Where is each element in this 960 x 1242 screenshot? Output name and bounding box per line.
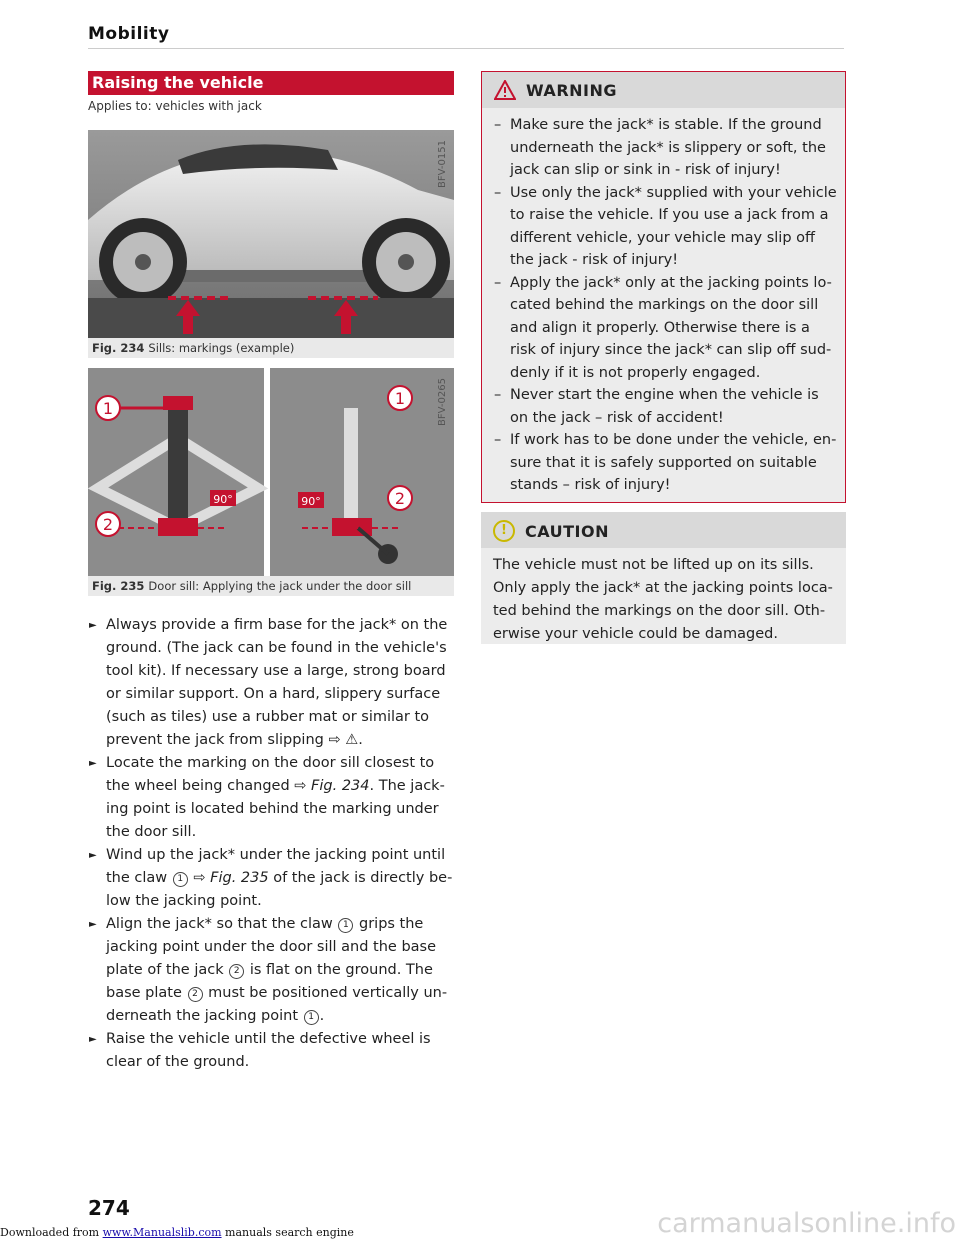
- instruction-steps: [88, 614, 458, 1074]
- step-text: Raise the vehicle until the defective wheel is clear of the ground.: [106, 1031, 431, 1070]
- step-item: [88, 752, 458, 844]
- step-text: .: [319, 1008, 325, 1024]
- warning-item-text: Use only the jack* supplied with your vehicle to raise the vehicle. If you use a jack from a different vehicle, your vehicle may slip off the jack - risk of injury!: [510, 184, 837, 268]
- step-item: [88, 614, 458, 752]
- step-bullet-icon: ►: [89, 919, 97, 930]
- step-bullet-icon: ►: [89, 758, 97, 769]
- warning-item-text: Apply the jack* only at the jacking points lo-cated behind the markings on the door sill and align it properly. Otherwise there is a risk of injury since the jack* can slip off sud-denly if it is not properly engaged.: [510, 274, 832, 381]
- step-bullet-icon: ►: [89, 1034, 97, 1045]
- page-number: 274: [88, 1196, 130, 1220]
- step-text: Wind up the jack* under the jacking point until the claw: [106, 847, 446, 886]
- step-item: [88, 913, 458, 1028]
- step-text: . The jack-ing point is located behind the marking under the door sill.: [106, 778, 445, 840]
- warning-item-text: Make sure the jack* is stable. If the ground underneath the jack* is slippery or soft, the jack can slip or sink in - risk of injury!: [510, 117, 826, 178]
- figure-caption: [88, 338, 454, 358]
- watermark: carmanualsonline.info: [657, 1208, 956, 1239]
- callout-ref-icon: 1: [304, 1010, 319, 1025]
- jack-illustration: [88, 368, 454, 576]
- figure-caption: [88, 576, 454, 596]
- figure-reference: Fig. 234: [311, 778, 370, 794]
- step-bullet-icon: ►: [89, 850, 97, 861]
- angle-label-right: 90°: [301, 495, 321, 508]
- step-item: [88, 1028, 458, 1074]
- step-text: Locate the marking on the door sill closest to the wheel being changed ⇨: [106, 755, 435, 794]
- warning-item-text: If work has to be done under the vehicle, en-sure that it is safely supported on suitable stands – risk of injury!: [510, 432, 837, 493]
- callout-ref-icon: 1: [173, 872, 188, 887]
- figure-caption-text: Sills: markings (example): [148, 341, 295, 355]
- callout-1-left: 1: [102, 399, 114, 418]
- step-text: of the jack is directly be-low the jacking point.: [106, 870, 453, 909]
- step-text: Align the jack* so that the claw: [106, 916, 338, 932]
- header-divider: [88, 48, 844, 49]
- figure-code: BFV-0151: [437, 140, 448, 188]
- callout-ref-icon: 2: [229, 964, 244, 979]
- callout-2-left: 2: [102, 515, 114, 534]
- figure-235: [88, 368, 454, 596]
- callout-ref-icon: 2: [188, 987, 203, 1002]
- callout-ref-icon: 1: [338, 918, 353, 933]
- warning-header: [482, 72, 845, 108]
- caution-text: The vehicle must not be lifted up on its sills. Only apply the jack* at the jacking points loca-ted behind the markings on the door sill. Oth-erwise your vehicle could be damaged.: [493, 557, 833, 642]
- figure-caption-text: Door sill: Applying the jack under the door sill: [148, 579, 412, 593]
- callout-2-right: 2: [394, 489, 406, 508]
- angle-label-left: 90°: [213, 493, 233, 506]
- warning-box: [481, 71, 846, 503]
- figure-reference: Fig. 235: [210, 870, 269, 886]
- caution-title: CAUTION: [525, 522, 609, 541]
- step-bullet-icon: ►: [89, 620, 97, 631]
- warning-item: – Apply the jack* only at the jacking points lo-cated behind the markings on the door sill and align it properly. Otherwise there is a risk of injury since the jack* can slip off sud-denly if it is not properly engaged.: [494, 274, 832, 381]
- figure-number: Fig. 234: [92, 341, 145, 355]
- caution-box: [481, 512, 846, 644]
- step-item: [88, 844, 458, 913]
- download-footer: [0, 1226, 354, 1239]
- step-text: grips the jacking point under the door sill and the base plate of the jack: [106, 916, 437, 978]
- callout-1-right: 1: [394, 389, 406, 408]
- step-text: Always provide a firm base for the jack* on the ground. (The jack can be found in the vehicle's tool kit). If necessary use a large, strong board or similar support. On a hard, slippery surface (such as tiles) use a rubber mat or similar to prevent the jack from slipping ⇨ ⚠.: [106, 617, 448, 748]
- figure-code: BFV-0265: [437, 378, 448, 426]
- footer-prefix: Downloaded from: [0, 1226, 103, 1239]
- warning-triangle-icon: [494, 80, 516, 100]
- page-header-title: Mobility: [88, 24, 170, 44]
- warning-title: WARNING: [526, 81, 617, 100]
- figure-234: [88, 130, 454, 358]
- warning-list: [494, 114, 839, 497]
- car-sill-illustration: [88, 130, 454, 338]
- caution-exclamation-icon: !: [493, 520, 515, 542]
- warning-item: – If work has to be done under the vehicle, en-sure that it is safely supported on suitable stands – risk of injury!: [494, 432, 837, 493]
- section-title: Raising the vehicle: [88, 71, 454, 95]
- warning-item: – Make sure the jack* is stable. If the ground underneath the jack* is slippery or soft, the jack can slip or sink in - risk of injury!: [494, 117, 826, 178]
- manualslib-link[interactable]: www.Manualslib.com: [102, 1226, 222, 1239]
- warning-item-text: Never start the engine when the vehicle is on the jack – risk of accident!: [510, 387, 819, 426]
- step-text: is flat on the ground. The base plate: [106, 962, 433, 1001]
- step-text: must be positioned vertically un-derneath the jacking point: [106, 985, 448, 1024]
- figure-number: Fig. 235: [92, 579, 145, 593]
- warning-item: – Use only the jack* supplied with your vehicle to raise the vehicle. If you use a jack from a different vehicle, your vehicle may slip off the jack - risk of injury!: [494, 184, 837, 268]
- warning-item: – Never start the engine when the vehicle is on the jack – risk of accident!: [494, 387, 819, 426]
- footer-suffix: manuals search engine: [221, 1226, 354, 1239]
- step-text: ⇨: [188, 870, 211, 886]
- caution-header: [481, 512, 846, 548]
- applies-to-note: Applies to: vehicles with jack: [88, 99, 262, 113]
